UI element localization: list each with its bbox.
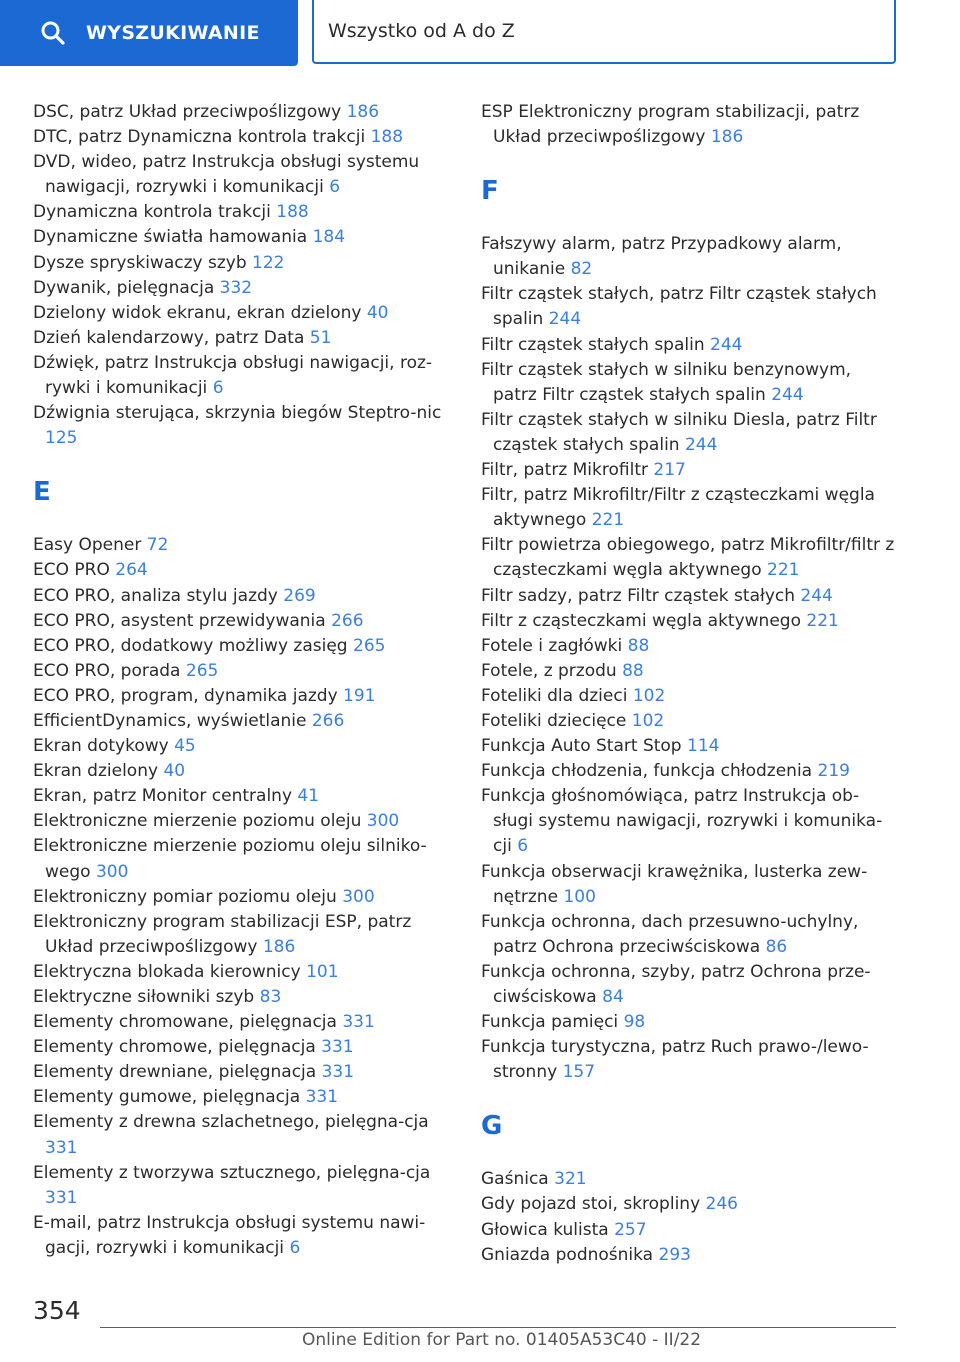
- index-column-right: [481, 100, 896, 1268]
- index-entry-page-link[interactable]: 125: [45, 428, 78, 449]
- section-title: Wszystko od A do Z: [312, 0, 896, 64]
- index-entry-page-link[interactable]: 184: [312, 227, 346, 248]
- index-entry: [33, 1211, 448, 1261]
- index-entry-page-link[interactable]: 122: [252, 252, 285, 273]
- index-entry-text: Elektroniczne mierzenie poziomu oleju silniko-wego: [33, 836, 427, 882]
- index-entry-page-link[interactable]: 246: [705, 1194, 738, 1215]
- index-entry-text: ECO PRO, program, dynamika jazdy: [33, 685, 338, 706]
- index-entry-text: Funkcja głośnomówiąca, patrz Instrukcja ob-sługi systemu nawigacji, rozrywki i komunika-cji: [481, 786, 883, 857]
- index-entry-text: Dynamiczna kontrola trakcji: [33, 202, 271, 223]
- index-entry: [481, 910, 896, 960]
- index-entry-page-link[interactable]: 300: [366, 811, 400, 832]
- index-entry: [481, 458, 896, 483]
- index-entry-page-link[interactable]: 82: [570, 259, 593, 280]
- index-entry: [481, 759, 896, 784]
- search-button-label: WYSZUKIWANIE: [86, 22, 260, 44]
- index-entry: [481, 1192, 896, 1217]
- index-entry-text: Elektryczne siłowniki szyb: [33, 987, 255, 1007]
- index-entry: [33, 533, 448, 558]
- index-entry-text: E-mail, patrz Instrukcja obsługi systemu nawi-gacji, rozrywki i komunikacji: [33, 1212, 426, 1258]
- index-entry-text: Elementy z tworzywa sztucznego, pielęgna-cja: [33, 1162, 431, 1183]
- index-entry-text: Ekran dotykowy: [33, 736, 169, 757]
- index-entry-page-link[interactable]: 332: [219, 277, 253, 298]
- index-entry-page-link[interactable]: 266: [311, 710, 345, 731]
- index-entry: [33, 1161, 448, 1211]
- index-entry-text: ECO PRO, porada: [33, 660, 181, 681]
- index-entry-page-link[interactable]: 84: [602, 987, 624, 1007]
- index-entry-text: Gdy pojazd stoi, skropliny: [481, 1194, 701, 1215]
- index-entry-text: Filtr powietrza obiegowego, patrz Mikrofiltr/filtr z cząsteczkami węgla aktywnego: [481, 535, 895, 581]
- index-entry-page-link[interactable]: 300: [342, 886, 375, 907]
- index-entry: [481, 659, 896, 684]
- index-entry-text: Filtr, patrz Mikrofiltr: [481, 460, 648, 481]
- index-entry-page-link[interactable]: 6: [289, 1237, 301, 1258]
- index-entry-text: Filtr cząstek stałych spalin: [481, 334, 705, 355]
- index-entry: [33, 609, 448, 634]
- index-entry-page-link[interactable]: 321: [554, 1169, 587, 1190]
- index-entry: [481, 100, 896, 150]
- index-entry-page-link[interactable]: 157: [562, 1062, 596, 1083]
- index-entry: [33, 301, 448, 326]
- index-entry-page-link[interactable]: 221: [767, 560, 800, 581]
- index-entry: [481, 408, 896, 458]
- index-entry-text: Elektroniczny pomiar poziomu oleju: [33, 886, 337, 907]
- index-entry-page-link[interactable]: 114: [687, 736, 720, 757]
- index-entry-page-link[interactable]: 41: [297, 786, 320, 807]
- index-entry: [33, 200, 448, 225]
- index-entry-page-link[interactable]: 6: [212, 378, 224, 399]
- index-entry-text: Dysze spryskiwaczy szyb: [33, 252, 247, 273]
- index-entry-page-link[interactable]: 6: [329, 177, 341, 198]
- index-entry-page-link[interactable]: 186: [262, 936, 296, 957]
- index-entry-text: Funkcja ochronna, szyby, patrz Ochrona prze-ciwściskowa: [481, 961, 871, 1007]
- index-entry-text: Filtr z cząsteczkami węgla aktywnego: [481, 610, 801, 631]
- header: [0, 0, 960, 66]
- index-entry-text: Elementy gumowe, pielęgnacja: [33, 1087, 301, 1108]
- index-entry: [33, 1085, 448, 1110]
- index-letter-heading: E: [33, 477, 51, 508]
- footer-divider: [100, 1327, 896, 1328]
- index-entry-text: EfficientDynamics, wyświetlanie: [33, 710, 307, 731]
- index-entry: [33, 125, 448, 150]
- index-entry: [33, 584, 448, 609]
- index-entry: [33, 960, 448, 985]
- index-entry-page-link[interactable]: 293: [658, 1244, 691, 1265]
- index-entry-page-link[interactable]: 217: [653, 460, 686, 481]
- index-entry-page-link[interactable]: 331: [45, 1187, 78, 1208]
- index-entry: [33, 985, 448, 1010]
- index-column-left: [33, 100, 448, 1261]
- index-entry-text: Elektroniczne mierzenie poziomu oleju: [33, 811, 362, 832]
- index-entry: [33, 759, 448, 784]
- index-letter-heading: F: [481, 176, 499, 207]
- index-entry-text: Filtr sadzy, patrz Filtr cząstek stałych: [481, 585, 796, 606]
- index-entry: [33, 150, 448, 200]
- index-entry-page-link[interactable]: 331: [45, 1137, 78, 1158]
- index-entry-text: Elektroniczny program stabilizacji ESP, patrz Układ przeciwpoślizgowy: [33, 911, 412, 957]
- index-entry: [481, 734, 896, 759]
- index-entry-page-link[interactable]: 102: [632, 685, 666, 706]
- index-entry-text: Easy Opener: [33, 535, 142, 556]
- index-entry-text: Gniazda podnośnika: [481, 1244, 654, 1265]
- index-entry-page-link[interactable]: 331: [305, 1087, 339, 1108]
- index-entry-text: ECO PRO, dodatkowy możliwy zasięg: [33, 635, 348, 656]
- index-entry-page-link[interactable]: 98: [623, 1012, 646, 1033]
- index-entry: [481, 709, 896, 734]
- index-entry-page-link[interactable]: 45: [174, 736, 196, 757]
- index-entry-text: Elementy drewniane, pielęgnacja: [33, 1062, 317, 1083]
- index-entry-text: Dzień kalendarzowy, patrz Data: [33, 327, 305, 348]
- index-entry-text: Foteliki dziecięce: [481, 710, 627, 731]
- index-entry: [481, 533, 896, 583]
- index-entry-text: Dźwignia sterująca, skrzynia biegów Steptro-nic: [33, 403, 442, 424]
- index-entry-text: Filtr cząstek stałych w silniku Diesla, patrz Filtr cząstek stałych spalin: [481, 409, 877, 455]
- index-entry-page-link[interactable]: 266: [331, 610, 364, 631]
- index-entry-page-link[interactable]: 265: [185, 660, 219, 681]
- index-entry-text: Dźwięk, patrz Instrukcja obsługi nawigacji, roz-rywki i komunikacji: [33, 352, 433, 399]
- index-entry-text: ECO PRO, analiza stylu jazdy: [33, 585, 278, 606]
- index-entry: [481, 609, 896, 634]
- index-entry-text: Filtr cząstek stałych w silniku benzynowym, patrz Filtr cząstek stałych spalin: [481, 359, 852, 405]
- index-entry: [33, 1060, 448, 1085]
- index-entry-page-link[interactable]: 244: [548, 309, 582, 330]
- index-entry: [33, 1110, 448, 1160]
- footer-edition: Online Edition for Part no. 01405A53C40 - II/22: [302, 1330, 702, 1350]
- index-entry: [33, 684, 448, 709]
- index-entry-page-link[interactable]: 6: [517, 836, 529, 857]
- index-entry-text: Elementy z drewna szlachetnego, pielęgna-cja: [33, 1112, 429, 1133]
- index-entry-text: Filtr, patrz Mikrofiltr/Filtr z cząsteczkami węgla aktywnego: [481, 485, 875, 531]
- index-entry: [33, 401, 448, 451]
- index-entry-text: Funkcja chłodzenia, funkcja chłodzenia: [481, 761, 813, 782]
- index-entry: [33, 784, 448, 809]
- index-entry-page-link[interactable]: 331: [342, 1012, 375, 1033]
- index-entry: [33, 558, 448, 583]
- index-letter-heading: G: [481, 1111, 503, 1142]
- index-entry: [481, 483, 896, 533]
- index-entry-page-link[interactable]: 219: [817, 761, 850, 782]
- index-entry: [33, 734, 448, 759]
- index-entry: [481, 1010, 896, 1035]
- index-entry-text: Dzielony widok ekranu, ekran dzielony: [33, 302, 362, 323]
- index-entry-page-link[interactable]: 244: [771, 384, 804, 405]
- index-entry-page-link[interactable]: 257: [614, 1219, 647, 1240]
- index-entry-text: Elementy chromowe, pielęgnacja: [33, 1037, 316, 1058]
- index-entry-page-link[interactable]: 188: [370, 127, 404, 148]
- index-entry: [481, 960, 896, 1010]
- index-entry-page-link[interactable]: 51: [309, 327, 332, 348]
- index-entry: [481, 358, 896, 408]
- index-entry-text: Funkcja pamięci: [481, 1012, 619, 1033]
- index-entry: [33, 351, 448, 401]
- index-entry: [33, 326, 448, 351]
- index-entry: [33, 1010, 448, 1035]
- index-entry: [33, 709, 448, 734]
- index-entry-text: ESP Elektroniczny program stabilizacji, patrz Układ przeciwpoślizgowy: [481, 102, 860, 148]
- index-entry: [33, 910, 448, 960]
- index-entry-text: Funkcja ochronna, dach przesuwno-uchylny, patrz Ochrona przeciwściskowa: [481, 911, 859, 957]
- index-entry: [33, 251, 448, 276]
- index-entry-text: Funkcja turystyczna, patrz Ruch prawo-/lewo-stronny: [481, 1037, 869, 1083]
- index-entry-page-link[interactable]: 244: [800, 585, 833, 606]
- index-entry-text: Głowica kulista: [481, 1219, 609, 1240]
- index-entry-page-link[interactable]: 186: [710, 127, 744, 148]
- search-icon: [40, 20, 66, 46]
- index-entry-text: DTC, patrz Dynamiczna kontrola trakcji: [33, 127, 366, 148]
- index-entry: [33, 834, 448, 884]
- search-button[interactable]: [0, 0, 298, 66]
- index-entry: [481, 684, 896, 709]
- index-entry-page-link[interactable]: 269: [283, 585, 316, 606]
- index-entry: [481, 1218, 896, 1243]
- index-entry: [33, 1035, 448, 1060]
- index-entry-page-link[interactable]: 100: [563, 886, 596, 907]
- index-entry: [481, 1167, 896, 1192]
- index-entry: [33, 885, 448, 910]
- page-number: 354: [33, 1296, 81, 1325]
- index-entry-text: ECO PRO: [33, 560, 110, 581]
- index-entry-page-link[interactable]: 191: [343, 685, 376, 706]
- index-entry: [481, 232, 896, 282]
- index-entry: [33, 100, 448, 125]
- index-entry-text: Gaśnica: [481, 1169, 549, 1190]
- index-entry-page-link[interactable]: 331: [321, 1062, 355, 1083]
- index-entry-page-link[interactable]: 221: [591, 510, 625, 531]
- index-entry-page-link[interactable]: 188: [276, 202, 309, 223]
- index-entry: [33, 659, 448, 684]
- index-entry-page-link[interactable]: 40: [163, 761, 186, 782]
- index-entry: [481, 584, 896, 609]
- index-entry-text: Funkcja Auto Start Stop: [481, 736, 682, 757]
- index-entry-page-link[interactable]: 331: [321, 1037, 354, 1058]
- index-entry-text: Fotele i zagłówki: [481, 635, 623, 656]
- index-entry-page-link[interactable]: 244: [710, 334, 743, 355]
- index-entry-text: Foteliki dla dzieci: [481, 685, 628, 706]
- index-entry: [33, 276, 448, 301]
- index-entry-page-link[interactable]: 88: [627, 635, 650, 656]
- index-entry-text: ECO PRO, asystent przewidywania: [33, 610, 326, 631]
- index-entry-page-link[interactable]: 102: [631, 710, 665, 731]
- index-entry: [33, 634, 448, 659]
- index-entry: [481, 282, 896, 332]
- index-entry: [481, 860, 896, 910]
- index-entry-text: DSC, patrz Układ przeciwpoślizgowy: [33, 102, 342, 122]
- index-entry-text: Elektryczna blokada kierownicy: [33, 961, 301, 982]
- index-entry-page-link[interactable]: 186: [346, 102, 380, 122]
- index-entry-text: Dywanik, pielęgnacja: [33, 277, 215, 298]
- index-entry-page-link[interactable]: 300: [95, 861, 129, 882]
- index-entry: [481, 333, 896, 358]
- index-entry: [481, 784, 896, 859]
- index-entry-text: Elementy chromowane, pielęgnacja: [33, 1012, 337, 1033]
- index-entry-text: Fotele, z przodu: [481, 660, 617, 681]
- index-entry-page-link[interactable]: 244: [684, 434, 718, 455]
- index-entry-page-link[interactable]: 264: [115, 560, 148, 581]
- index-entry-text: Fałszywy alarm, patrz Przypadkowy alarm, unikanie: [481, 234, 842, 280]
- index-entry-text: Funkcja obserwacji krawężnika, lusterka zew-nętrzne: [481, 861, 868, 907]
- index-entry-page-link[interactable]: 221: [806, 610, 839, 631]
- index-entry-text: Ekran, patrz Monitor centralny: [33, 786, 293, 807]
- index-entry: [481, 1243, 896, 1268]
- index-entry-text: Dynamiczne światła hamowania: [33, 227, 308, 248]
- index-entry-page-link[interactable]: 72: [146, 535, 169, 556]
- index-entry: [33, 225, 448, 250]
- index-entry: [481, 634, 896, 659]
- index-entry: [33, 809, 448, 834]
- index-entry-page-link[interactable]: 101: [306, 961, 339, 982]
- index-entry-text: Ekran dzielony: [33, 761, 159, 782]
- index-entry-page-link[interactable]: 265: [353, 635, 386, 656]
- index-entry-text: Filtr cząstek stałych, patrz Filtr cząstek stałych spalin: [481, 284, 877, 330]
- index-entry-text: DVD, wideo, patrz Instrukcja obsługi systemu nawigacji, rozrywki i komunikacji: [33, 152, 420, 198]
- index-entry-page-link[interactable]: 88: [622, 660, 644, 681]
- index-entry: [481, 1035, 896, 1085]
- index-entry-page-link[interactable]: 86: [765, 936, 788, 957]
- index-entry-page-link[interactable]: 40: [366, 302, 389, 323]
- index-entry-page-link[interactable]: 83: [259, 987, 282, 1007]
